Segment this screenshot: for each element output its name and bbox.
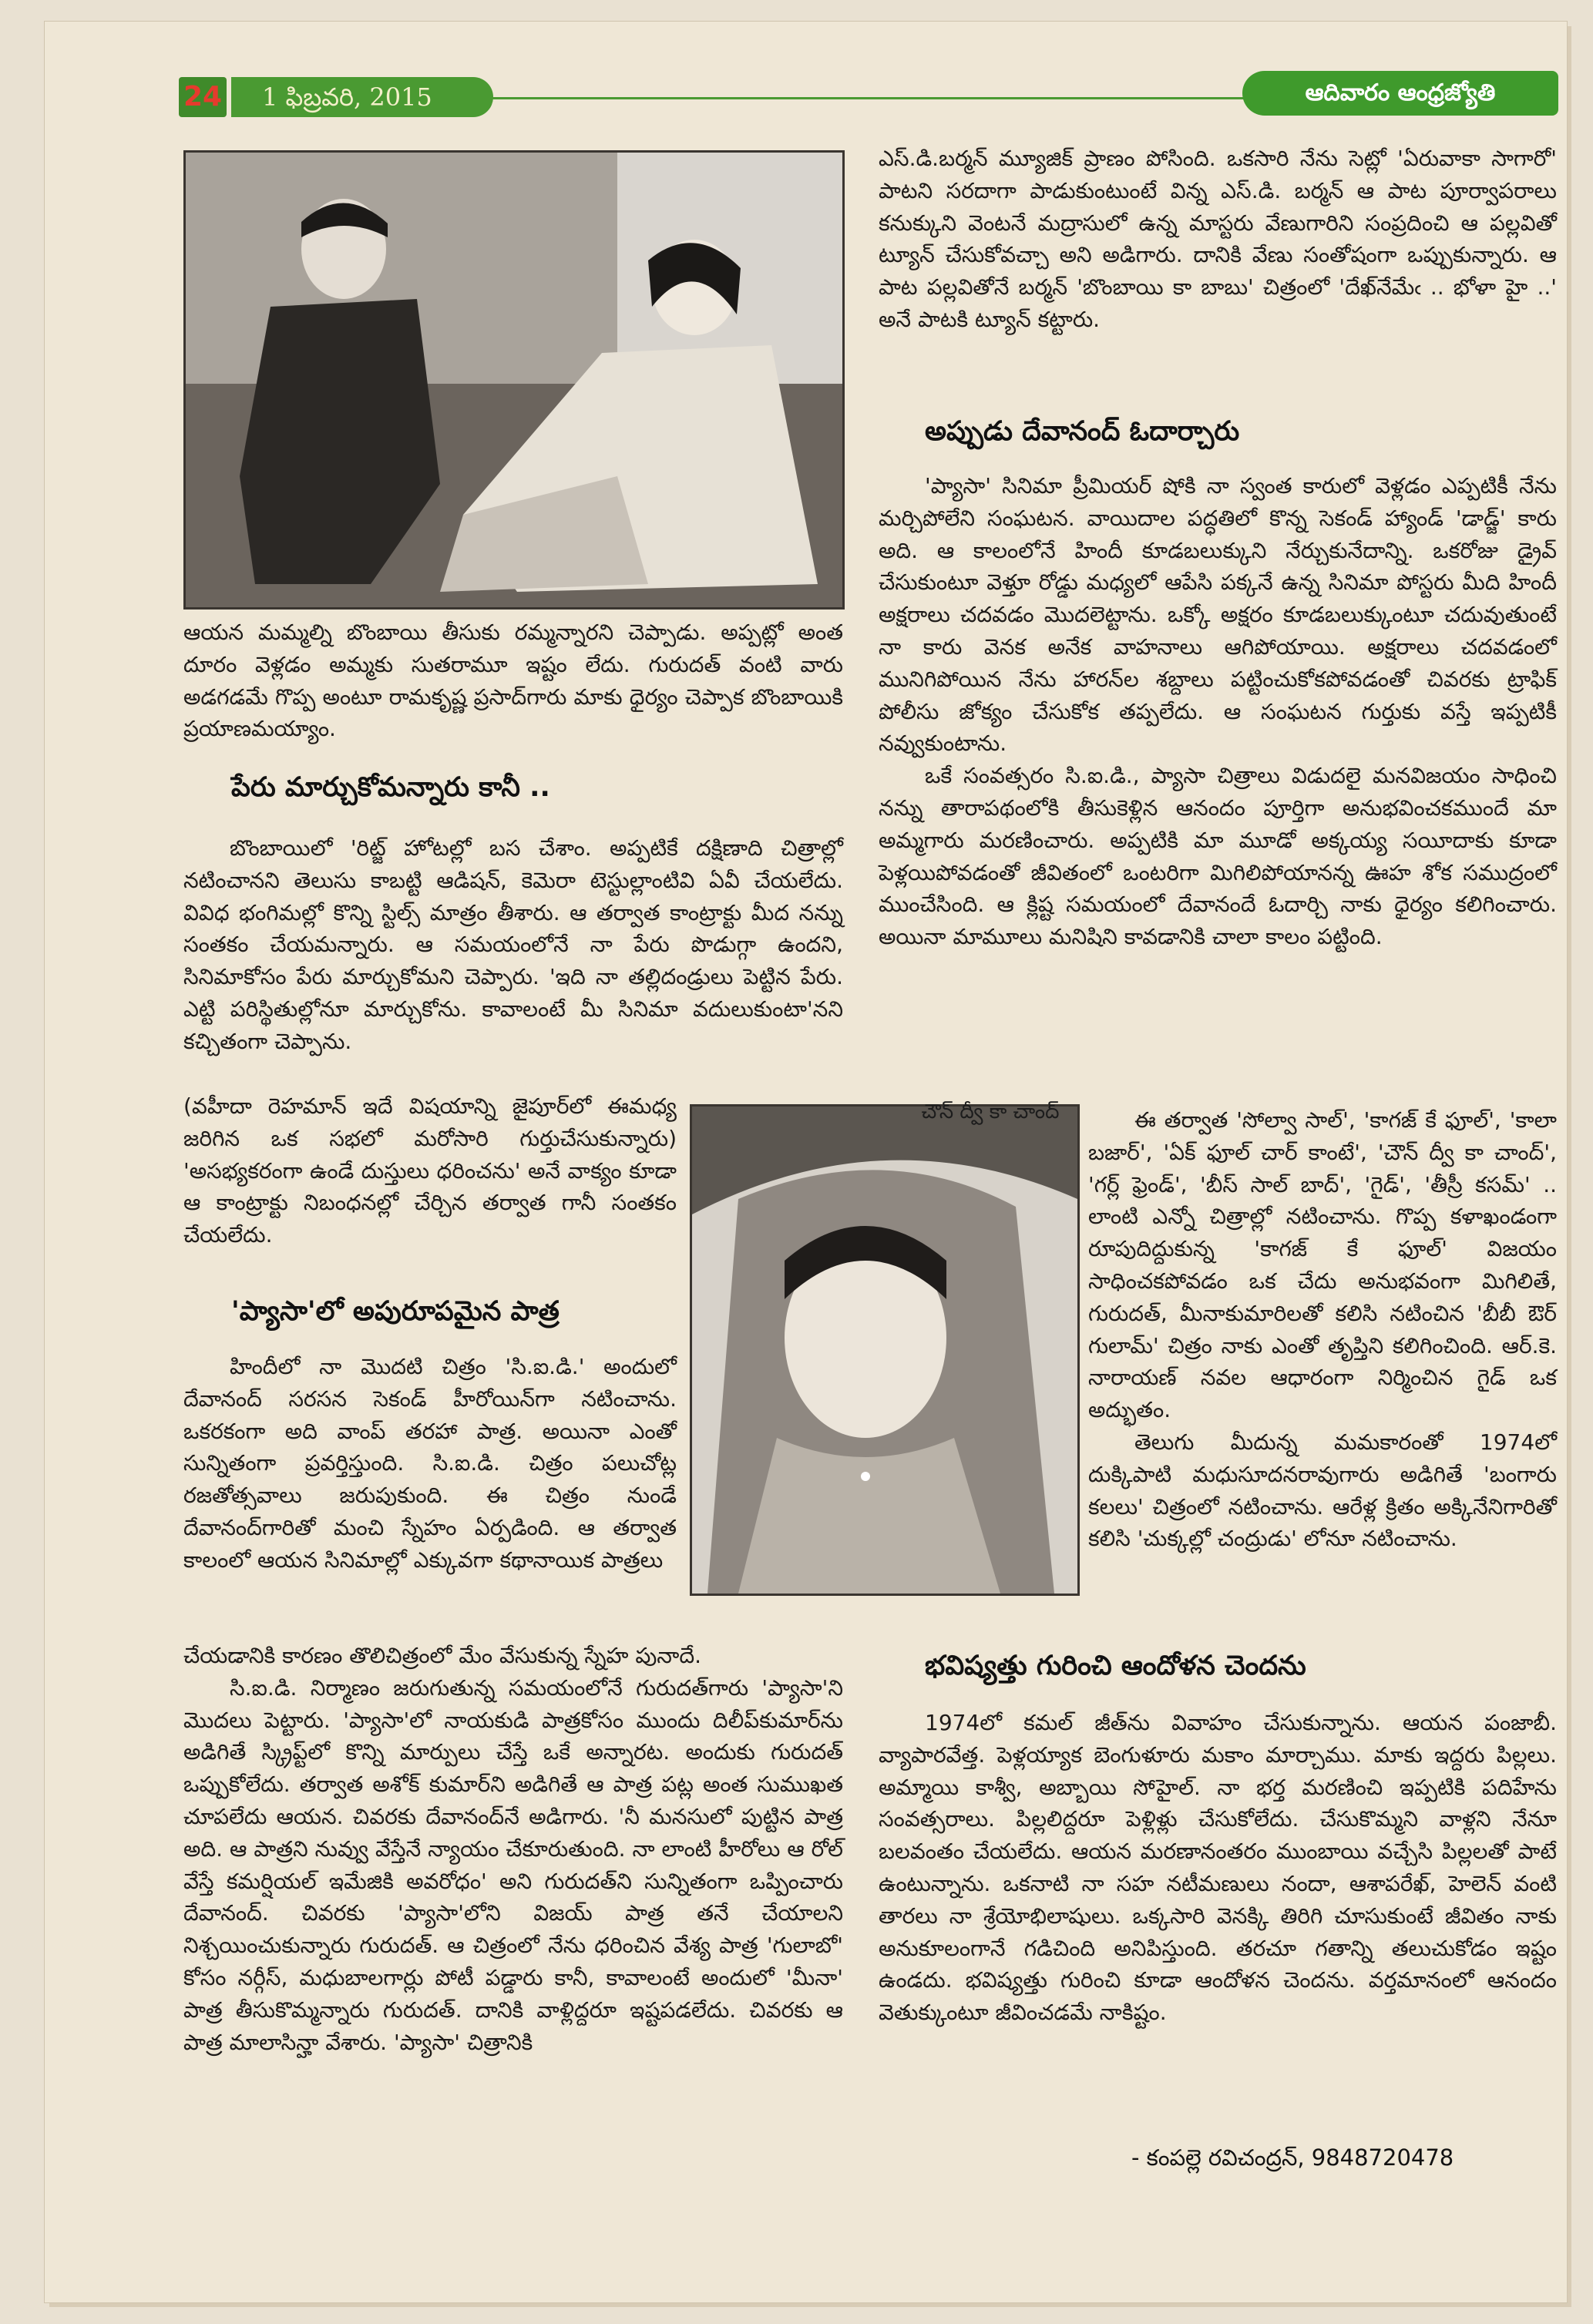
article-col-left-bottom — [183, 1640, 843, 2058]
paragraph: 'ప్యాసా' సినిమా ప్రీమియర్ షోకి నా స్వంత కారులో వెళ్లడం ఎప్పటికీ నేను మర్చిపోలేని సంఘటన. వాయిదాల పద్ధతిలో కొన్న సెకండ్ హ్యాండ్ 'డాడ్జ్' కారు అది. ఆ కాలంలోనే హిందీ కూడబలుక్కుని నేర్చుకునేదాన్ని. ఒకరోజు డ్రైవ్ చేసుకుంటూ వెళ్తూ రోడ్డు మధ్యలో ఆపేసి పక్కనే ఉన్న సినిమా పోస్టరు మీది హిందీ అక్షరాలు చదవడం మొదలెట్టాను. ఒక్కో అక్షరం కూడబలుక్కుంటూ చదువుతుంటే నా కారు వెనక అనేక వాహనాలు ఆగిపోయాయి. అక్షరాలు చదవడంలో మునిగిపోయిన నేను హారన్‌ల శబ్దాలు పట్టించుకోకపోవడంతో చివరకు ట్రాఫిక్ పోలీసు జోక్యం చేసుకోక తప్పలేదు. ఆ సంఘటన గుర్తుకు వస్తే ఇప్పటికీ నవ్వుకుంటాను. — [879, 473, 1557, 757]
article-col-left-narrow-2 — [183, 1351, 677, 1577]
paragraph: ఎస్.డి.బర్మన్ మ్యూజిక్ ప్రాణం పోసింది. ఒకసారి నేను సెట్లో 'ఏరువాకా సాగారో' పాటని సరదాగా పాడుకుంటుంటే విన్న ఎస్.డి. బర్మన్ ఆ పాట పూర్వాపరాలు కనుక్కుని వెంటనే మద్రాసులో ఉన్న మాస్టరు వేణుగారిని సంప్రదించి ఆ పల్లవితో ట్యూన్ చేసుకోవచ్చా అని అడిగారు. దానికి వేణు సంతోషంగా ఒప్పుకున్నారు. ఆ పాట పల్లవితోనే బర్మన్ 'బొంబాయి కా బాబు' చిత్రంలో 'దేఖ్‌నేమేఁ .. భోళా హై ..' అనే పాటకి ట్యూన్ కట్టారు. — [879, 146, 1557, 332]
issue-date: 1 ఫిబ్రవరి, 2015 — [231, 77, 493, 117]
paragraph: ఆయన మమ్మల్ని బొంబాయి తీసుకు రమ్మన్నారని చెప్పాడు. అప్పట్లో అంత దూరం వెళ్లడం అమ్మకు సుతరామూ ఇష్టం లేదు. గురుదత్ వంటి వారు అడగడమే గొప్ప అంటూ రామకృష్ణ ప్రసాద్‌గారు మాకు ధైర్యం చెప్పాక బొంబాయికి ప్రయాణమయ్యాం. — [183, 620, 843, 742]
article-col-right-bottom — [879, 1707, 1557, 2029]
page-number: 24 — [179, 77, 227, 117]
article-col-left-mid — [183, 832, 843, 1058]
paragraph: సి.ఐ.డి. నిర్మాణం జరుగుతున్న సమయంలోనే గురుదత్‌గారు 'ప్యాసా'ని మొదలు పెట్టారు. 'ప్యాసా'లో నాయకుడి పాత్రకోసం ముందు దిలీప్‌కుమార్‌ను అడిగితే స్క్రిప్ట్‌లో కొన్ని మార్పులు చేస్తే ఒకే అన్నారట. అందుకు గురుదత్ ఒప్పుకోలేదు. తర్వాత అశోక్ కుమార్‌ని అడిగితే ఆ పాత్ర పట్ల అంత సుముఖత చూపలేదు ఆయన. చివరకు దేవానంద్‌నే అడిగారు. 'నీ మనసులో పుట్టిన పాత్ర అది. ఆ పాత్రని నువ్వు వేస్తేనే న్యాయం చేకూరుతుంది. నా లాంటి హీరోలు ఆ రోల్ వేస్తే కమర్షియల్ ఇమేజికి అవరోధం' అని గురుదత్‌ని సున్నితంగా ఒప్పించారు దేవానంద్. చివరకు 'ప్యాసా'లోని విజయ్ పాత్ర తనే చేయాలని నిశ్చయించుకున్నారు గురుదత్. ఆ చిత్రంలో నేను ధరించిన వేశ్య పాత్ర 'గులాబో' కోసం నర్గీస్, మధుబాలగార్లు పోటీ పడ్డారు కానీ, కావాలంటే అందులో 'మీనా' పాత్ర తీసుకొమ్మన్నారు గురుదత్. దానికి వాళ్లిద్దరూ ఇష్టపడలేదు. చివరకు ఆ పాత్ర మాలాసిన్హా వేశారు. 'ప్యాసా' చిత్రానికి — [183, 1674, 843, 2055]
article-col-left-narrow — [183, 1090, 677, 1251]
paragraph: ఈ తర్వాత 'సోల్వా సాల్', 'కాగజ్ కే ఫూల్', 'కాలా బజార్', 'ఏక్ ఫూల్ చార్ కాంటే', 'చౌన్ ద్వీ కా చాంద్', 'గర్ల్ ఫ్రెండ్', 'బీస్ సాల్ బాద్', 'గైడ్', 'తీస్రీ కసమ్' .. లాంటి ఎన్నో చిత్రాల్లో నటించాను. గొప్ప కళాఖండంగా రూపుదిద్దుకున్న 'కాగజ్ కే ఫూల్' విజయం సాధించకపోవడం ఒక చేదు అనుభవంగా మిగిలితే, గురుదత్, మీనాకుమారిలతో కలిసి నటించిన 'బీబీ ఔర్ గులామ్' చిత్రం నాకు ఎంతో తృప్తిని కలిగించింది. ఆర్.కె. నారాయణ్ నవల ఆధారంగా నిర్మించిన గైడ్ ఒక అద్భుతం. — [1088, 1107, 1557, 1423]
magazine-title: ఆదివారం ఆంధ్రజ్యోతి — [1242, 71, 1558, 116]
paragraph: బొంబాయిలో 'రిట్జ్ హోటల్లో బస చేశాం. అప్పటికే దక్షిణాది చిత్రాల్లో నటించానని తెలుసు కాబట్టి ఆడిషన్, కెమెరా టెస్టుల్లాంటివి ఏవీ చేయలేదు. వివిధ భంగిమల్లో కొన్ని స్టిల్స్ మాత్రం తీశారు. ఆ తర్వాత కాంట్రాక్టు మీద నన్ను సంతకం చేయమన్నారు. ఆ సమయంలోనే నా పేరు పొడుగ్గా ఉందని, సినిమాకోసం పేరు మార్చుకోమని చెప్పారు. 'ఇది నా తల్లిదండ్రులు పెట్టిన పేరు. ఎట్టి పరిస్థితుల్లోనూ మార్చుకోను. కావాలంటే మీ సినిమా వదులుకుంటా'నని కచ్చితంగా చెప్పాను. — [183, 835, 843, 1054]
subheading-devanand: అప్పుడు దేవానంద్ ఓదార్చారు — [925, 416, 1240, 447]
paragraph: హిందీలో నా మొదటి చిత్రం 'సి.ఐ.డి.' అందులో దేవానంద్ సరసన సెకండ్ హీరోయిన్‌గా నటించాను. ఒకరకంగా అది వాంప్ తరహా పాత్ర. అయినా ఎంతో సున్నితంగా ప్రవర్తిస్తుంది. సి.ఐ.డి. చిత్రం పలుచోట్ల రజతోత్సవాలు జరుపుకుంది. ఈ చిత్రం నుండే దేవానంద్‌గారితో మంచి స్నేహం ఏర్పడింది. ఆ తర్వాత కాలంలో ఆయన సినిమాల్లో ఎక్కువగా కథానాయిక పాత్రలు — [183, 1354, 677, 1573]
paragraph: తెలుగు మీదున్న మమకారంతో 1974లో దుక్కిపాటి మధుసూదనరావుగారు అడిగితే 'బంగారు కలలు' చిత్రంలో నటించాను. ఆరేళ్ల క్రితం అక్కినేనిగారితో కలిసి 'చుక్కల్లో చంద్రుడు' లోనూ నటించాను. — [1088, 1429, 1557, 1552]
paragraph: చేయడానికి కారణం తొలిచిత్రంలో మేం వేసుకున్న స్నేహ పునాదే. — [183, 1643, 702, 1668]
still-photo-couple — [183, 150, 845, 610]
article-col-left-top — [183, 616, 843, 745]
article-col-right-top — [879, 143, 1557, 336]
author-byline: - కంపల్లె రవిచంద్రన్, 9848720478 — [1131, 2144, 1454, 2171]
subheading-pyaasa: 'ప్యాసా'లో అపురూపమైన పాత్ర — [231, 1296, 560, 1327]
photo-caption: చౌన్ ద్వీ కా చాంద్ — [921, 1100, 1060, 1123]
paragraph: (వహీదా రెహమాన్ ఇదే విషయాన్ని జైపూర్‌లో ఈమధ్య జరిగిన ఒక సభలో మరోసారి గుర్తుచేసుకున్నారు) 'అసభ్యకరంగా ఉండే దుస్తులు ధరించను' అనే వాక్యం కూడా ఆ కాంట్రాక్టు నిబంధనల్లో చేర్చిన తర్వాత గానీ సంతకం చేయలేదు. — [183, 1093, 677, 1248]
still-photo-portrait — [690, 1104, 1080, 1596]
subheading-future: భవిష్యత్తు గురించి ఆందోళన చెందను — [925, 1651, 1306, 1681]
article-col-right-mid — [879, 470, 1557, 953]
paragraph: ఒకే సంవత్సరం సి.ఐ.డి., ప్యాసా చిత్రాలు విడుదలై మనవిజయం సాధించి నన్ను తారాపథంలోకి తీసుకెళ్లిన ఆనందం పూర్తిగా అనుభవించకముందే మా అమ్మగారు మరణించారు. అప్పటికి మా మూడో అక్కయ్య సయీదాకు కూడా పెళ్లయిపోవడంతో జీవితంలో ఒంటరిగా మిగిలిపోయానన్న ఊహ శోక సముద్రంలో ముంచేసింది. ఆ క్లిష్ట సమయంలో దేవానందే ఓదార్చి నాకు ధైర్యం కలిగించారు. అయినా మామూలు మనిషిని కావడానికి చాలా కాలం పట్టింది. — [879, 763, 1557, 950]
paragraph: 1974లో కమల్ జీత్‌ను వివాహం చేసుకున్నాను. ఆయన పంజాబీ. వ్యాపారవేత్త. పెళ్లయ్యాక బెంగుళూరు మకాం మార్చాము. మాకు ఇద్దరు పిల్లలు. అమ్మాయి కాశ్వీ, అబ్బాయి సోహైల్. నా భర్త మరణించి ఇప్పటికి పదిహేను సంవత్సరాలు. పిల్లలిద్దరూ పెళ్లిళ్లు చేసుకోలేదు. చేసుకొమ్మని వాళ్లని నేనూ బలవంతం చేయలేదు. ఆయన మరణానంతరం ముంబాయి వచ్చేసి పిల్లలతో పాటే ఉంటున్నాను. ఒకనాటి నా సహ నటీమణులు నందా, ఆశాపరేఖ్, హెలెన్ వంటి తారలు నా శ్రేయోభిలాషులు. ఒక్కసారి వెనక్కి తిరిగి చూసుకుంటే జీవితం నాకు అనుకూలంగానే గడిచింది అనిపిస్తుంది. తరచూ గతాన్ని తలుచుకోడం ఇష్టం ఉండదు. భవిష్యత్తు గురించి కూడా ఆందోళన చెందను. వర్తమానంలో ఆనందం వెతుక్కుంటూ జీవించడమే నాకిష్టం. — [879, 1710, 1557, 2026]
header-rule — [459, 97, 1245, 99]
article-col-right-narrow — [1088, 1104, 1557, 1555]
subheading-name-change: పేరు మార్చుకోమన్నారు కానీ .. — [231, 772, 550, 803]
